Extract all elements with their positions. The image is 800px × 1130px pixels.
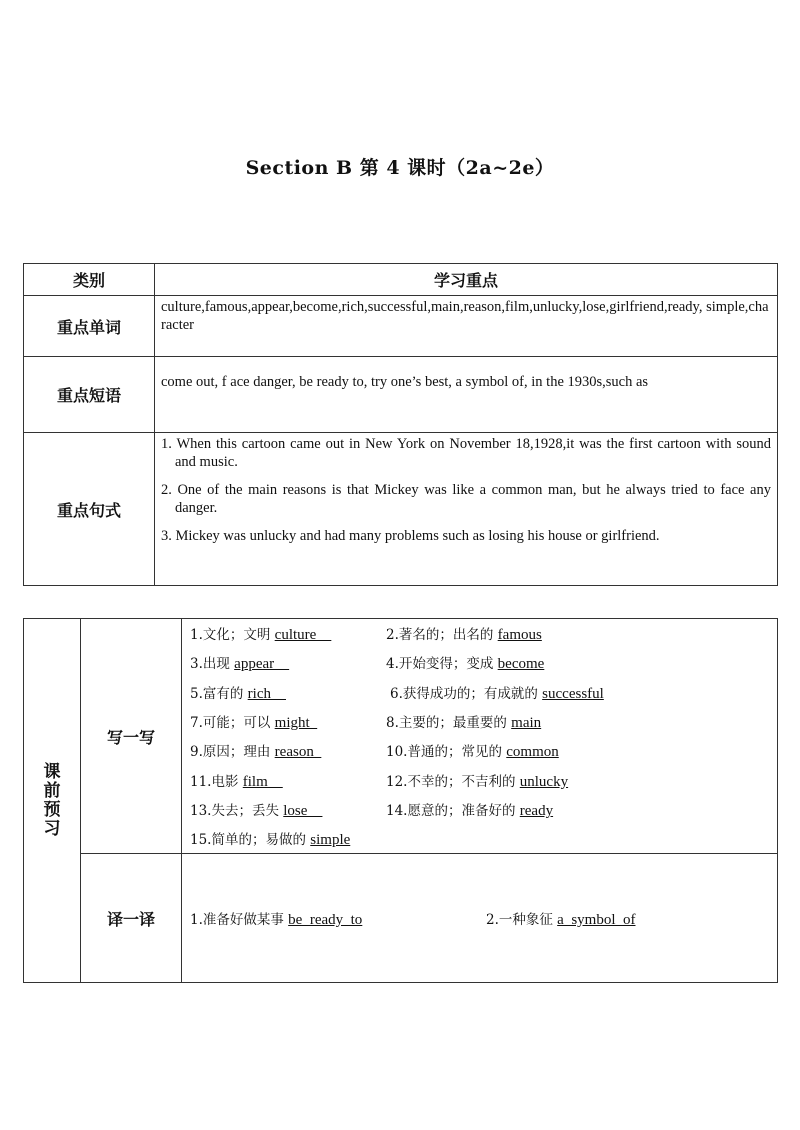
list-item: 3. Mickey was unlucky and had many problems such as losing his house or girlfriend. bbox=[161, 528, 660, 544]
answer-text: culture bbox=[274, 627, 332, 644]
list-item: 9.原因；理由 reason 10.普通的；常见的 common bbox=[190, 744, 559, 761]
table-row bbox=[24, 296, 778, 357]
list-item: 2. One of the main reasons is that Mickey was like a common man, but he always tried to face any danger. bbox=[161, 482, 771, 516]
answer-text: be ready to bbox=[288, 911, 363, 928]
table-row bbox=[24, 854, 778, 983]
table-row bbox=[24, 619, 778, 854]
category-phrases: 重点短语 bbox=[24, 357, 155, 433]
key-phrases-text: come out, f ace danger, be ready to, try one’s best, a symbol of, in the 1930s,such as bbox=[155, 357, 778, 433]
answer-text: become bbox=[497, 656, 545, 673]
list-item: 7.可能；可以 might 8.主要的；最重要的 main bbox=[190, 715, 542, 732]
list-item: 15.简单的；易做的 simple bbox=[190, 832, 351, 849]
write-exercise bbox=[182, 619, 778, 854]
answer-text: might bbox=[274, 715, 318, 732]
answer-text: successful bbox=[542, 685, 604, 702]
focus-table bbox=[23, 263, 778, 586]
focus-table-header bbox=[24, 264, 778, 296]
write-section-label: 写一写 bbox=[81, 619, 182, 854]
answer-text: film bbox=[242, 773, 283, 790]
answer-text: appear bbox=[234, 656, 290, 673]
answer-text: unlucky bbox=[519, 773, 569, 790]
answer-text: main bbox=[511, 715, 542, 732]
category-words: 重点单词 bbox=[24, 296, 155, 357]
list-item: 3.出现 appear 4.开始变得；变成 become bbox=[190, 656, 545, 673]
table-row bbox=[24, 357, 778, 433]
answer-text: reason bbox=[274, 744, 322, 761]
preview-table bbox=[23, 618, 778, 983]
answer-text: simple bbox=[310, 832, 351, 849]
category-sentences: 重点句式 bbox=[24, 433, 155, 586]
answer-text: ready bbox=[519, 802, 554, 819]
header-focus: 学习重点 bbox=[155, 264, 778, 296]
answer-text: rich bbox=[247, 685, 286, 702]
key-words-text: culture,famous,appear,become,rich,successful,main,reason,film,unlucky,lose,girlfriend,ready, simple,character bbox=[155, 296, 778, 357]
translate-section-label: 译一译 bbox=[81, 854, 182, 983]
list-item: 1. When this cartoon came out in New York on November 18,1928,it was the first cartoon with sound and music. bbox=[161, 436, 771, 470]
list-item: 1.文化；文明 culture 2.著名的；出名的 famous bbox=[190, 627, 542, 644]
list-item: 1.准备好做某事 be ready to 2.一种象征 a symbol of bbox=[190, 911, 636, 928]
list-item: 5.富有的 rich 6.获得成功的；有成就的 successful bbox=[190, 685, 604, 702]
answer-text: common bbox=[506, 744, 559, 761]
header-category: 类别 bbox=[24, 264, 155, 296]
key-sentences-list bbox=[161, 435, 771, 545]
preview-side-label: 课 前 预 习 bbox=[24, 619, 81, 983]
answer-text: lose bbox=[283, 802, 323, 819]
page-title: Section B 第 4 课时（2a~2e） bbox=[245, 157, 555, 179]
answer-text: a symbol of bbox=[557, 911, 636, 928]
translate-exercise bbox=[182, 854, 778, 983]
answer-text: famous bbox=[497, 627, 542, 644]
list-item: 13.失去；丢失 lose 14.愿意的；准备好的 ready bbox=[190, 802, 554, 819]
list-item: 11.电影 film 12.不幸的；不吉利的 unlucky bbox=[190, 773, 569, 790]
table-row bbox=[24, 433, 778, 586]
